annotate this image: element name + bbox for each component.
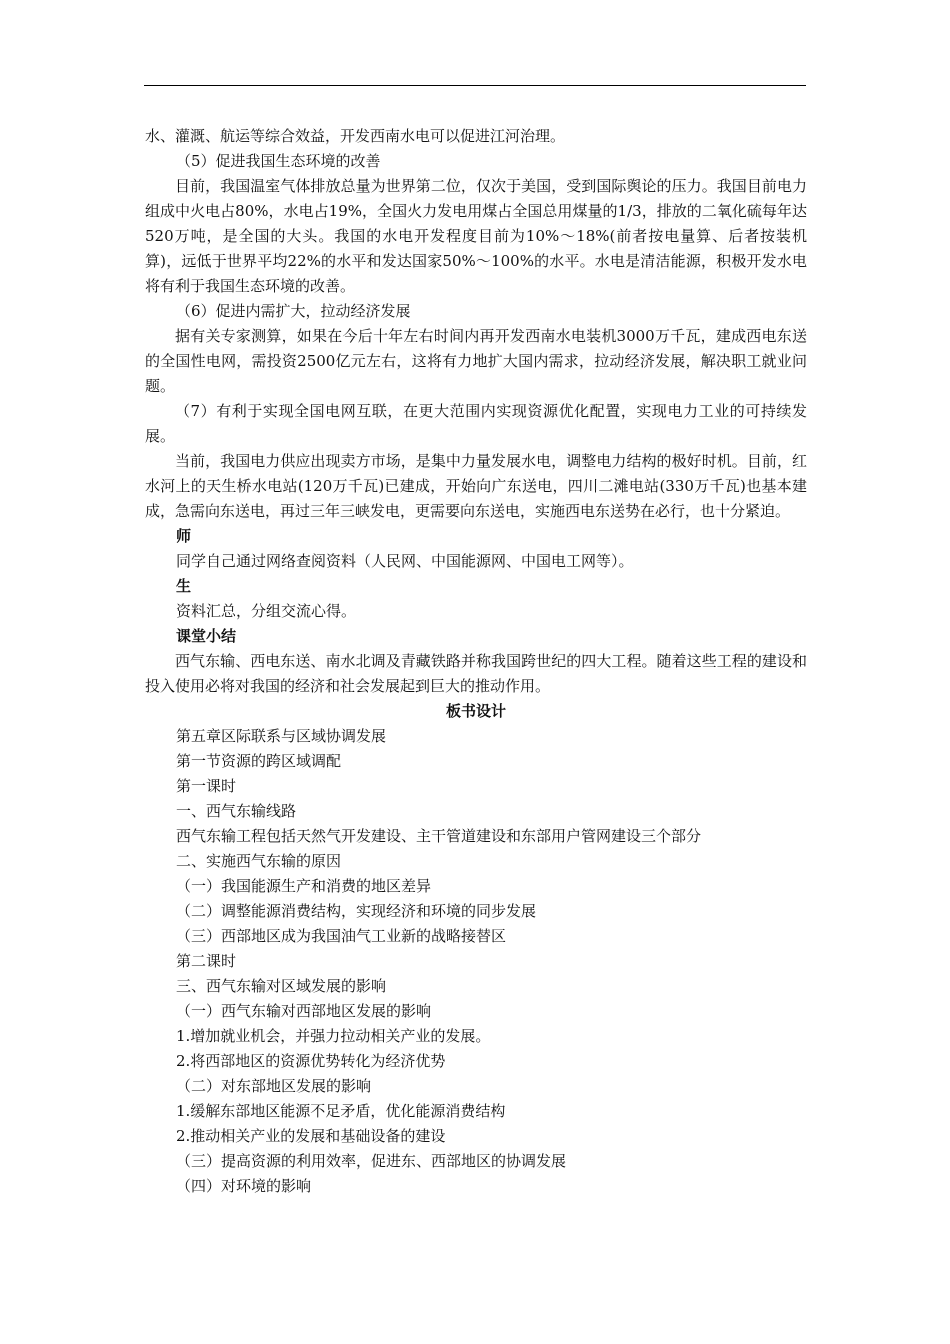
student-text: 资料汇总，分组交流心得。 [176, 602, 357, 620]
board-line: （二）调整能源消费结构，实现经济和环境的同步发展 [176, 902, 537, 920]
board-design-title: 板书设计 [445, 702, 506, 720]
board-line: 1.增加就业机会，并强力拉动相关产业的发展。 [176, 1027, 491, 1045]
board-line: 第五章区际联系与区域协调发展 [176, 727, 387, 745]
header-rule [144, 85, 806, 86]
board-line: 第一节资源的跨区域调配 [176, 752, 342, 770]
board-line: 一、西气东输线路 [176, 802, 297, 820]
point-5-body: 目前，我国温室气体排放总量为世界第二位，仅次于美国，受到国际舆论的压力。我国目前电力组成中火电占80%，水电占19%，全国火力发电用煤占全国总用煤量的1/3，排放的二氧化硫每年达520万吨，是全国的大头。我国的水电开发程度目前为10%～18%(前者按电量算、后者按装机算)，远低于世界平均22%的水平和发达国家50%～100%的水平。水电是清洁能源，积极开发水电将有利于我国生态环境的改善。 [145, 177, 807, 295]
board-line: 第一课时 [176, 777, 237, 795]
teacher-label: 师 [176, 527, 192, 545]
board-line: 2.将西部地区的资源优势转化为经济优势 [176, 1052, 446, 1070]
board-line: （三）提高资源的利用效率，促进东、西部地区的协调发展 [176, 1152, 567, 1170]
board-line: 第二课时 [176, 952, 237, 970]
point-7-heading: （7）有利于实现全国电网互联，在更大范围内实现资源优化配置，实现电力工业的可持续发展。 [145, 402, 807, 445]
board-line: 2.推动相关产业的发展和基础设备的建设 [176, 1127, 446, 1145]
summary-text: 西气东输、西电东送、南水北调及青藏铁路并称我国跨世纪的四大工程。随着这些工程的建设和投入使用必将对我国的经济和社会发展起到巨大的推动作用。 [145, 652, 807, 695]
paragraph-continued: 水、灌溉、航运等综合效益，开发西南水电可以促进江河治理。 [145, 127, 566, 145]
conclusion-paragraph: 当前，我国电力供应出现卖方市场，是集中力量发展水电，调整电力结构的极好时机。目前，红水河上的天生桥水电站(120万千瓦)已建成，开始向广东送电，四川二滩电站(330万千瓦)也基本建成，急需向东送电，再过三年三峡发电，更需要向东送电，实施西电东送势在必行，也十分紧迫。 [145, 452, 807, 520]
board-line: （二）对东部地区发展的影响 [176, 1077, 372, 1095]
document-body [145, 124, 807, 1199]
board-line: 二、实施西气东输的原因 [176, 852, 342, 870]
board-design-list [145, 724, 807, 1199]
board-line: 西气东输工程包括天然气开发建设、主干管道建设和东部用户管网建设三个部分 [176, 827, 702, 845]
board-line: （四）对环境的影响 [176, 1177, 312, 1195]
board-line: （一）我国能源生产和消费的地区差异 [176, 877, 432, 895]
teacher-text: 同学自己通过网络查阅资料（人民网、中国能源网、中国电工网等）。 [176, 552, 634, 570]
point-5-heading: （5）促进我国生态环境的改善 [176, 152, 381, 170]
point-6-heading: （6）促进内需扩大，拉动经济发展 [176, 302, 411, 320]
point-6-body: 据有关专家测算，如果在今后十年左右时间内再开发西南水电装机3000万千瓦，建成西电东送的全国性电网，需投资2500亿元左右，这将有力地扩大国内需求，拉动经济发展，解决职工就业问题。 [145, 327, 807, 395]
board-line: 1.缓解东部地区能源不足矛盾，优化能源消费结构 [176, 1102, 506, 1120]
summary-label: 课堂小结 [176, 627, 237, 645]
student-label: 生 [176, 577, 192, 595]
board-line: （一）西气东输对西部地区发展的影响 [176, 1002, 432, 1020]
board-line: （三）西部地区成为我国油气工业新的战略接替区 [176, 927, 507, 945]
board-line: 三、西气东输对区域发展的影响 [176, 977, 387, 995]
